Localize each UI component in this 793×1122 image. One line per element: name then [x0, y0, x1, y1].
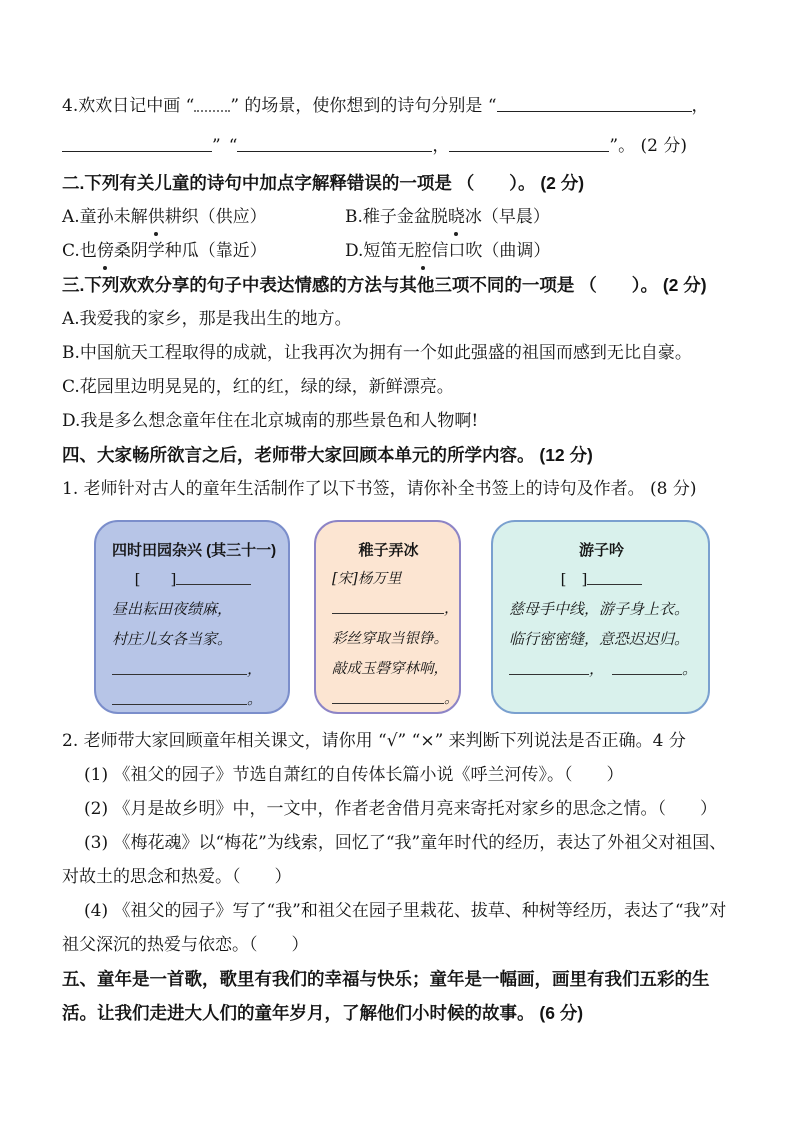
option-d-pre: D.短笛无: [345, 241, 415, 261]
bookmark-card-zhizinongbing: [314, 520, 461, 714]
option-b-pre: B.稚子金盆脱: [345, 207, 448, 227]
card-3-poem-line-1: 慈母手中线，游子身上衣。: [509, 600, 690, 618]
option-a-pre: A.童孙未解: [62, 207, 148, 227]
dotted-underline-blank: [194, 99, 230, 112]
close-quote: ”: [212, 136, 221, 156]
answer-blank: [62, 138, 212, 152]
card-1-blank-line-2: [112, 684, 274, 714]
punct: ，: [444, 601, 459, 617]
question-4-comma: ，: [691, 96, 709, 116]
punct: 。: [444, 691, 459, 707]
dynasty-bracket: [ ]: [560, 570, 588, 588]
card-1-poem-line-2: 村庄儿女各当家。: [112, 630, 233, 648]
card-3-blank-line: [509, 654, 698, 684]
punct: 。: [247, 690, 263, 708]
option-d: [345, 234, 550, 268]
option-b-post: 冰（早晨）: [464, 207, 550, 227]
section-2-heading: 二.下列有关儿童的诗句中加点字解释错误的一项是 （ ）。 (2 分): [62, 173, 585, 193]
dotted-character: 供: [148, 200, 165, 234]
dotted-character: 傍: [97, 234, 114, 268]
punct: ，: [247, 660, 263, 678]
subitem-3: (3) 《梅花魂》以“梅花”为线索，回忆了“我”童年时代的经历，表达了外祖父对祖国、对故土的思念和热爱。（ ）: [62, 833, 727, 887]
card-3-title: 游子吟: [578, 542, 624, 559]
subitem-4: (4) 《祖父的园子》写了“我”和祖父在园子里栽花、拔草、种树等经历，表达了“我”对祖父深沉的热爱与依恋。（ ）: [62, 901, 727, 955]
poem-blank: [612, 662, 682, 675]
section-2-options-row-1: [62, 200, 731, 234]
section-3-option-d: D.我是多么想念童年住在北京城南的那些景色和人物啊!: [62, 411, 479, 431]
card-1-poem-line-1: 昼出耘田夜绩麻，: [112, 600, 233, 618]
answer-blank: [237, 138, 432, 152]
subitem-1: (1) 《祖父的园子》节选自萧红的自传体长篇小说《呼兰河传》。（ ）: [84, 765, 624, 785]
option-c-pre: C.也: [62, 241, 97, 261]
question-4-line-2: [62, 126, 731, 166]
option-c: [62, 234, 345, 268]
bookmark-card-youziyin: [491, 520, 710, 714]
card-2-poem-line-2: 敲成玉磬穿林响，: [332, 661, 448, 677]
question-4-text-mid: ” 的场景，使你想到的诗句分别是 “: [230, 96, 497, 116]
subitem-2: (2) 《月是故乡明》中，一文中，作者老舍借月亮来寄托对家乡的思念之情。（ ）: [84, 799, 717, 819]
section-3-option-c: C.花园里边明晃晃的，红的红，绿的绿，新鲜漂亮。: [62, 377, 454, 397]
bookmark-card-sishitianyuan: [94, 520, 290, 714]
poem-blank: [332, 691, 444, 704]
card-2-blank-line-1: [332, 594, 459, 624]
author-blank: [176, 572, 251, 585]
dotted-character: 晓: [448, 200, 465, 234]
section-4-item-1: 1. 老师针对古人的童年生活制作了以下书签，请你补全书签上的诗句及作者。 (8 分): [62, 479, 697, 499]
answer-blank: [449, 138, 609, 152]
card-1-author-line: [112, 564, 274, 594]
section-3-option-b: B.中国航天工程取得的成就，让我再次为拥有一个如此强盛的祖国而感到无比自豪。: [62, 343, 692, 363]
option-a-post: 耕织（供应）: [164, 207, 267, 227]
author-blank: [587, 572, 642, 585]
section-4-heading: 四、大家畅所欲言之后，老师带大家回顾本单元的所学内容。 (12 分): [62, 445, 593, 465]
poem-blank: [509, 662, 589, 675]
option-b: [345, 200, 550, 234]
section-3-heading: 三.下列欢欢分享的句子中表达情感的方法与其他三项不同的一项是 （ ）。 (2 分): [62, 275, 707, 295]
poem-blank: [332, 601, 444, 614]
section-3-option-a: A.我爱我的家乡，那是我出生的地方。: [62, 309, 352, 329]
dotted-character: 腔: [414, 234, 431, 268]
card-2-author: [宋]杨万里: [332, 571, 402, 587]
poem-blank: [112, 662, 247, 675]
punct: 。: [682, 660, 698, 678]
question-4-text-pre: 4.欢欢日记中画 “: [62, 96, 195, 116]
poem-blank: [112, 692, 247, 705]
card-3-author-line: [509, 564, 694, 594]
card-3-poem-line-2: 临行密密缝，意恐迟迟归。: [509, 630, 690, 648]
card-2-blank-line-2: [332, 684, 459, 714]
section-5-heading: 五、童年是一首歌，歌里有我们的幸福与快乐；童年是一幅画，画里有我们五彩的生活。让我们走进大人们的童年岁月，了解他们小时候的故事。 (6 分): [62, 969, 710, 1023]
option-a: [62, 200, 345, 234]
section-4-item-2: 2. 老师带大家回顾童年相关课文，请你用 “√” “×” 来判断下列说法是否正确。4 分: [62, 731, 686, 751]
question-4-score: ”。 (2 分): [609, 136, 687, 156]
bookmark-cards: [94, 520, 731, 714]
answer-blank: [497, 98, 692, 112]
card-1-blank-line-1: [112, 654, 274, 684]
section-2-options-row-2: [62, 234, 731, 268]
punct: ，: [589, 660, 605, 678]
card-1-title: 四时田园杂兴 (其三十一): [112, 542, 277, 559]
option-d-post: 信口吹（曲调）: [431, 241, 551, 261]
dynasty-bracket: [ ]: [134, 570, 177, 588]
card-2-title: 稚子弄冰: [358, 542, 419, 559]
question-4-line-1: [62, 86, 731, 126]
open-quote: “: [228, 136, 238, 156]
comma: ，: [432, 136, 450, 156]
option-c-post: 桑阴学种瓜（靠近）: [113, 241, 267, 261]
card-2-poem-line-1: 彩丝穿取当银铮。: [332, 631, 448, 647]
